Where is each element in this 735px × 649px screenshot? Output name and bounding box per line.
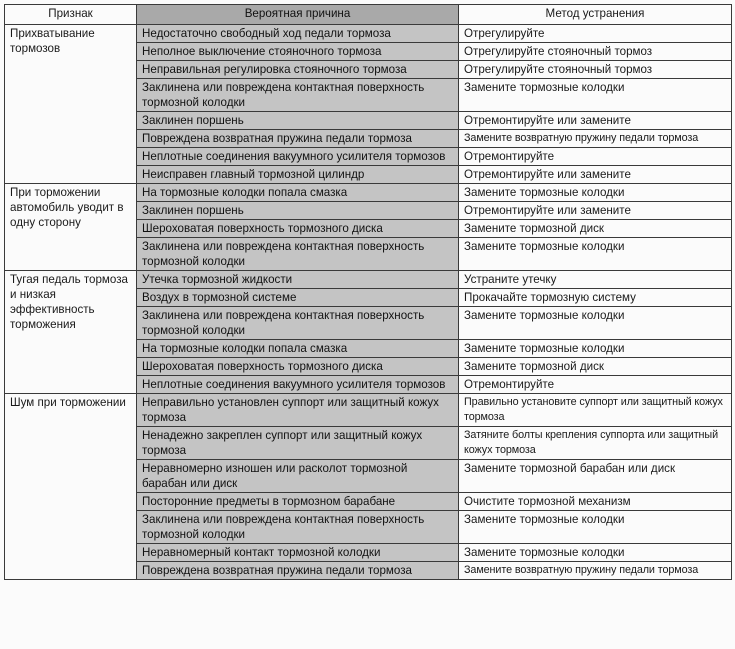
remedy-cell: Замените возвратную пружину педали тормоза <box>459 562 732 580</box>
remedy-cell: Прокачайте тормозную систему <box>459 289 732 307</box>
remedy-cell: Отремонтируйте или замените <box>459 166 732 184</box>
symptom-cell: Тугая педаль тормоза и низкая эффективность торможения <box>5 271 137 394</box>
remedy-cell: Замените тормозной барабан или диск <box>459 460 732 493</box>
cause-cell: Неправильная регулировка стояночного тормоза <box>137 61 459 79</box>
cause-cell: Неправильно установлен суппорт или защитный кожух тормоза <box>137 394 459 427</box>
cause-cell: Заклинен поршень <box>137 202 459 220</box>
remedy-cell: Отрегулируйте стояночный тормоз <box>459 43 732 61</box>
table-row <box>5 271 732 289</box>
remedy-cell: Отремонтируйте <box>459 148 732 166</box>
remedy-cell: Отрегулируйте стояночный тормоз <box>459 61 732 79</box>
remedy-cell: Замените тормозной диск <box>459 358 732 376</box>
remedy-cell: Замените тормозной диск <box>459 220 732 238</box>
cause-cell: Заклинена или повреждена контактная поверхность тормозной колодки <box>137 79 459 112</box>
cause-cell: Неплотные соединения вакуумного усилителя тормозов <box>137 376 459 394</box>
remedy-cell: Правильно установите суппорт или защитный кожух тормоза <box>459 394 732 427</box>
symptom-cell: Шум при торможении <box>5 394 137 580</box>
table-row <box>5 184 732 202</box>
cause-cell: Повреждена возвратная пружина педали тормоза <box>137 130 459 148</box>
cause-cell: Заклинен поршень <box>137 112 459 130</box>
cause-cell: Посторонние предметы в тормозном барабане <box>137 493 459 511</box>
table-row <box>5 394 732 427</box>
header-symptom: Признак <box>5 5 137 25</box>
cause-cell: На тормозные колодки попала смазка <box>137 184 459 202</box>
remedy-cell: Отремонтируйте или замените <box>459 112 732 130</box>
cause-cell: Шероховатая поверхность тормозного диска <box>137 220 459 238</box>
cause-cell: Неисправен главный тормозной цилиндр <box>137 166 459 184</box>
cause-cell: Ненадежно закреплен суппорт или защитный кожух тормоза <box>137 427 459 460</box>
remedy-cell: Затяните болты крепления суппорта или защитный кожух тормоза <box>459 427 732 460</box>
cause-cell: Воздух в тормозной системе <box>137 289 459 307</box>
remedy-cell: Отрегулируйте <box>459 25 732 43</box>
cause-cell: Утечка тормозной жидкости <box>137 271 459 289</box>
cause-cell: На тормозные колодки попала смазка <box>137 340 459 358</box>
header-cause: Вероятная причина <box>137 5 459 25</box>
remedy-cell: Замените тормозные колодки <box>459 511 732 544</box>
remedy-cell: Отремонтируйте или замените <box>459 202 732 220</box>
cause-cell: Неполное выключение стояночного тормоза <box>137 43 459 61</box>
cause-cell: Повреждена возвратная пружина педали тормоза <box>137 562 459 580</box>
symptom-cell: При торможении автомобиль уводит в одну сторону <box>5 184 137 271</box>
remedy-cell: Замените тормозные колодки <box>459 238 732 271</box>
remedy-cell: Очистите тормозной механизм <box>459 493 732 511</box>
cause-cell: Неравномерный контакт тормозной колодки <box>137 544 459 562</box>
header-remedy: Метод устранения <box>459 5 732 25</box>
remedy-cell: Устраните утечку <box>459 271 732 289</box>
cause-cell: Заклинена или повреждена контактная поверхность тормозной колодки <box>137 307 459 340</box>
remedy-cell: Замените тормозные колодки <box>459 544 732 562</box>
symptom-cell: Прихватывание тормозов <box>5 25 137 184</box>
table-row <box>5 25 732 43</box>
cause-cell: Заклинена или повреждена контактная поверхность тормозной колодки <box>137 511 459 544</box>
remedy-cell: Отремонтируйте <box>459 376 732 394</box>
table-header-row <box>5 5 732 25</box>
remedy-cell: Замените возвратную пружину педали тормоза <box>459 130 732 148</box>
cause-cell: Неплотные соединения вакуумного усилителя тормозов <box>137 148 459 166</box>
cause-cell: Шероховатая поверхность тормозного диска <box>137 358 459 376</box>
cause-cell: Неравномерно изношен или расколот тормозной барабан или диск <box>137 460 459 493</box>
cause-cell: Заклинена или повреждена контактная поверхность тормозной колодки <box>137 238 459 271</box>
remedy-cell: Замените тормозные колодки <box>459 307 732 340</box>
cause-cell: Недостаточно свободный ход педали тормоза <box>137 25 459 43</box>
remedy-cell: Замените тормозные колодки <box>459 79 732 112</box>
remedy-cell: Замените тормозные колодки <box>459 184 732 202</box>
table-body <box>5 25 732 580</box>
remedy-cell: Замените тормозные колодки <box>459 340 732 358</box>
brake-troubleshooting-table <box>4 4 732 580</box>
